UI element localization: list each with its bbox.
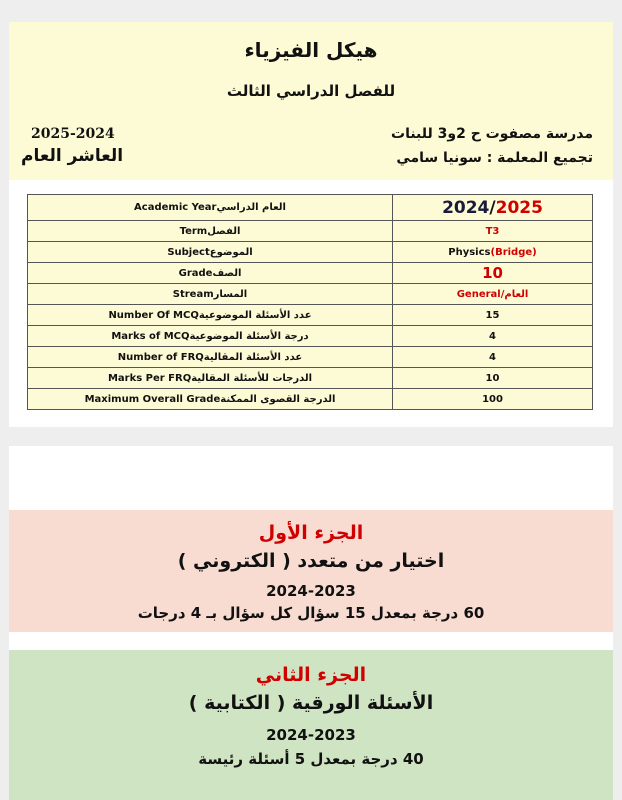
school-name: مدرسة مصفوت ح 2و3 للبنات xyxy=(391,126,593,142)
row-label: Subjectالموضوع xyxy=(28,242,393,263)
row-value xyxy=(393,195,593,221)
row-label: Gradeالصف xyxy=(28,263,393,284)
document-title: هيكل الفيزياء xyxy=(244,38,378,62)
row-value: 10 xyxy=(393,368,593,389)
header-section xyxy=(9,22,613,180)
row-label: Streamالمسار xyxy=(28,284,393,305)
year-separator: / xyxy=(489,197,496,218)
part-one-section xyxy=(9,510,613,632)
year-end: 2025 xyxy=(495,197,543,218)
structure-card xyxy=(9,22,613,427)
table-row xyxy=(28,242,593,263)
table-row xyxy=(28,284,593,305)
row-value: 15 xyxy=(393,305,593,326)
academic-years: 2025-2024 xyxy=(31,126,115,142)
part-two-description: 40 درجة بمعدل 5 أسئلة رئيسة xyxy=(198,750,424,768)
row-value xyxy=(393,242,593,263)
subject-variant: (Bridge) xyxy=(490,246,537,258)
table-row xyxy=(28,389,593,410)
document-subtitle: للفصل الدراسي الثالث xyxy=(226,82,396,100)
row-value: General/العام xyxy=(393,284,593,305)
part-two-title: الجزء الثاني xyxy=(255,664,367,686)
row-value: 10 xyxy=(393,263,593,284)
row-value: 4 xyxy=(393,326,593,347)
row-label: Academic Yearالعام الدراسي xyxy=(28,195,393,221)
table-row xyxy=(28,305,593,326)
part-one-description: 60 درجة بمعدل 15 سؤال كل سؤال بـ 4 درجات xyxy=(137,604,485,622)
row-label: Marks Per FRQالدرجات للأسئلة المقالية xyxy=(28,368,393,389)
part-one-title: الجزء الأول xyxy=(258,522,364,544)
table-row xyxy=(28,347,593,368)
year-start: 2024 xyxy=(442,197,490,218)
exam-parts-card xyxy=(9,446,613,800)
row-label: Marks of MCQدرجة الأسئلة الموضوعية xyxy=(28,326,393,347)
row-value: 4 xyxy=(393,347,593,368)
row-label: Termالفصل xyxy=(28,221,393,242)
table-row xyxy=(28,326,593,347)
table-row xyxy=(28,195,593,221)
grade-level: العاشر العام xyxy=(21,146,124,166)
part-two-years: 2024-2023 xyxy=(266,726,356,744)
part-two-section xyxy=(9,650,613,800)
row-value: T3 xyxy=(393,221,593,242)
table-row xyxy=(28,221,593,242)
exam-spec-table xyxy=(27,194,593,410)
row-label: Number of FRQعدد الأسئلة المقالية xyxy=(28,347,393,368)
subject-name: Physics xyxy=(448,246,491,258)
table-row xyxy=(28,368,593,389)
teacher-name: تجميع المعلمة : سونيا سامي xyxy=(396,150,593,166)
part-one-years: 2024-2023 xyxy=(266,582,356,600)
part-two-name: الأسئلة الورقية ( الكتابية ) xyxy=(188,692,434,714)
row-label: Maximum Overall Gradeالدرجة القصوى الممكنة xyxy=(28,389,393,410)
table-row xyxy=(28,263,593,284)
row-value: 100 xyxy=(393,389,593,410)
row-label: Number Of MCQعدد الأسئلة الموضوعية xyxy=(28,305,393,326)
part-one-name: اختيار من متعدد ( الكتروني ) xyxy=(177,550,445,572)
